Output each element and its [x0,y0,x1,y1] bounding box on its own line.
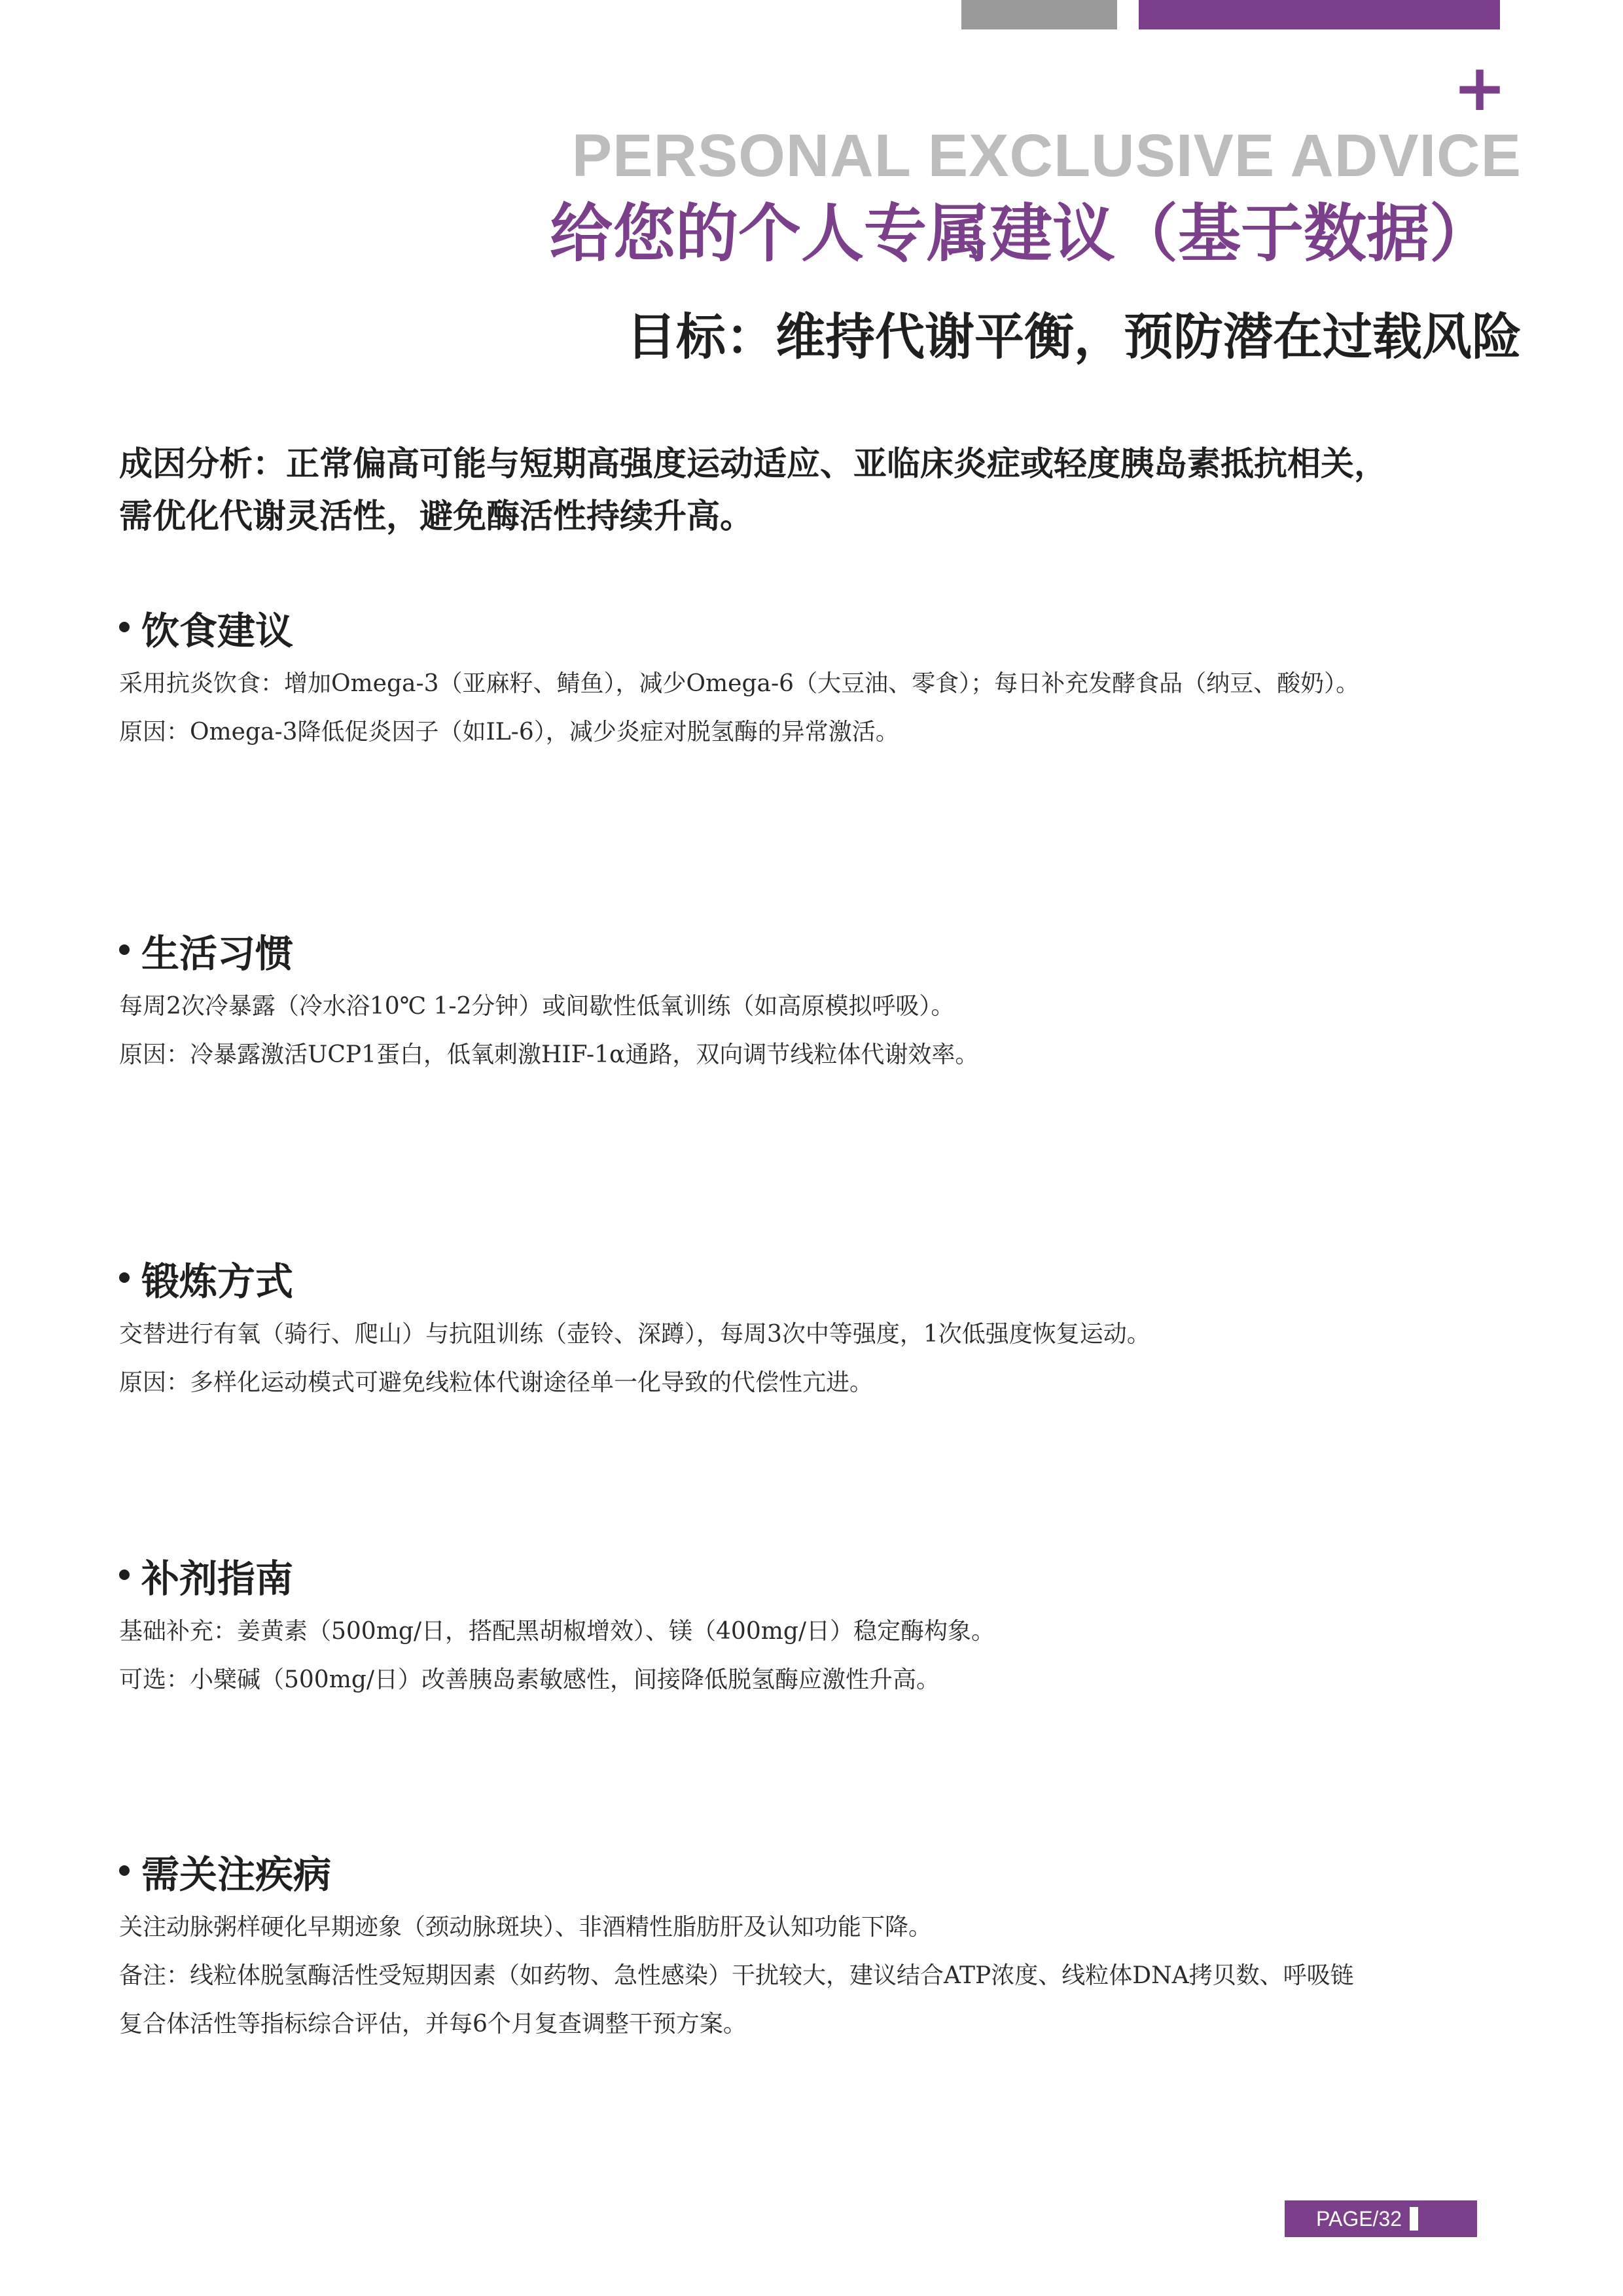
top-purple-bar [1139,0,1500,29]
bullet-icon [119,1570,130,1580]
section-heading [119,605,1513,657]
section-text: 关注动脉粥样硬化早期迹象（颈动脉斑块）、非酒精性脂肪肝及认知功能下降。 [119,1914,933,1941]
cause-analysis-line: 需优化代谢灵活性，避免酶活性持续升高。 [119,497,754,536]
section-text: 原因：多样化运动模式可避免线粒体代谢途径单一化导致的代偿性亢进。 [119,1369,874,1396]
section-text: 原因：Omega-3降低促炎因子（如IL-6），减少炎症对脱氢酶的异常激活。 [119,719,899,745]
section-body [119,1607,1513,1704]
section-exercise [119,1255,1513,1407]
section-heading [119,927,1513,980]
section-heading [119,1848,1513,1901]
section-body [119,982,1513,1079]
top-gray-bar [961,0,1117,29]
section-text: 交替进行有氧（骑行、爬山）与抗阻训练（壶铃、深蹲），每周3次中等强度，1次低强度恢复运动。 [119,1321,1150,1348]
section-body [119,1310,1513,1407]
section-body [119,660,1513,757]
section-text: 每周2次冷暴露（冷水浴10℃ 1-2分钟）或间歇性低氧训练（如高原模拟呼吸）。 [119,993,955,1020]
page-number: PAGE/32 [1316,2206,1402,2231]
section-text: 原因：冷暴露激活UCP1蛋白，低氧刺激HIF-1α通路，双向调节线粒体代谢效率。 [119,1041,979,1068]
section-title: 生活习惯 [141,931,294,976]
page-number-badge [1285,2200,1477,2237]
section-title: 补剂指南 [141,1556,294,1601]
section-text: 复合体活性等指标综合评估，并每6个月复查调整干预方案。 [119,2011,747,2037]
cause-analysis-line: 成因分析：正常偏高可能与短期高强度运动适应、亚临床炎症或轻度胰岛素抵抗相关， [119,445,1388,484]
bullet-icon [119,1272,130,1283]
section-title: 饮食建议 [141,609,294,653]
section-diet [119,605,1513,757]
section-title: 锻炼方式 [141,1259,294,1304]
section-text: 备注：线粒体脱氢酶活性受短期因素（如药物、急性感染）干扰较大，建议结合ATP浓度、线粒体DNA拷贝数、呼吸链 [119,1962,1354,1989]
page-title: 给您的个人专属建议（基于数据） [550,197,1492,270]
goal-heading: 目标：维持代谢平衡，预防潜在过载风险 [626,308,1522,366]
section-text: 基础补充：姜黄素（500mg/日，搭配黑胡椒增效）、镁（400mg/日）稳定酶构象。 [119,1618,995,1645]
bullet-icon [119,944,130,955]
section-body [119,1903,1513,2049]
bullet-icon [119,1865,130,1876]
section-lifestyle [119,927,1513,1079]
cause-analysis [119,439,1507,543]
section-supplements [119,1552,1513,1704]
section-title: 需关注疾病 [141,1852,332,1897]
section-heading [119,1255,1513,1308]
section-diseases [119,1848,1513,2049]
plus-icon: + [1453,51,1507,126]
page-marker-icon [1410,2207,1418,2231]
section-heading [119,1552,1513,1605]
bullet-icon [119,622,130,632]
section-text: 可选：小檗碱（500mg/日）改善胰岛素敏感性，间接降低脱氢酶应激性升高。 [119,1666,940,1693]
section-text: 采用抗炎饮食：增加Omega-3（亚麻籽、鲭鱼），减少Omega-6（大豆油、零食）；每日补充发酵食品（纳豆、酸奶）。 [119,670,1360,697]
english-title: PERSONAL EXCLUSIVE ADVICE [571,122,1522,189]
